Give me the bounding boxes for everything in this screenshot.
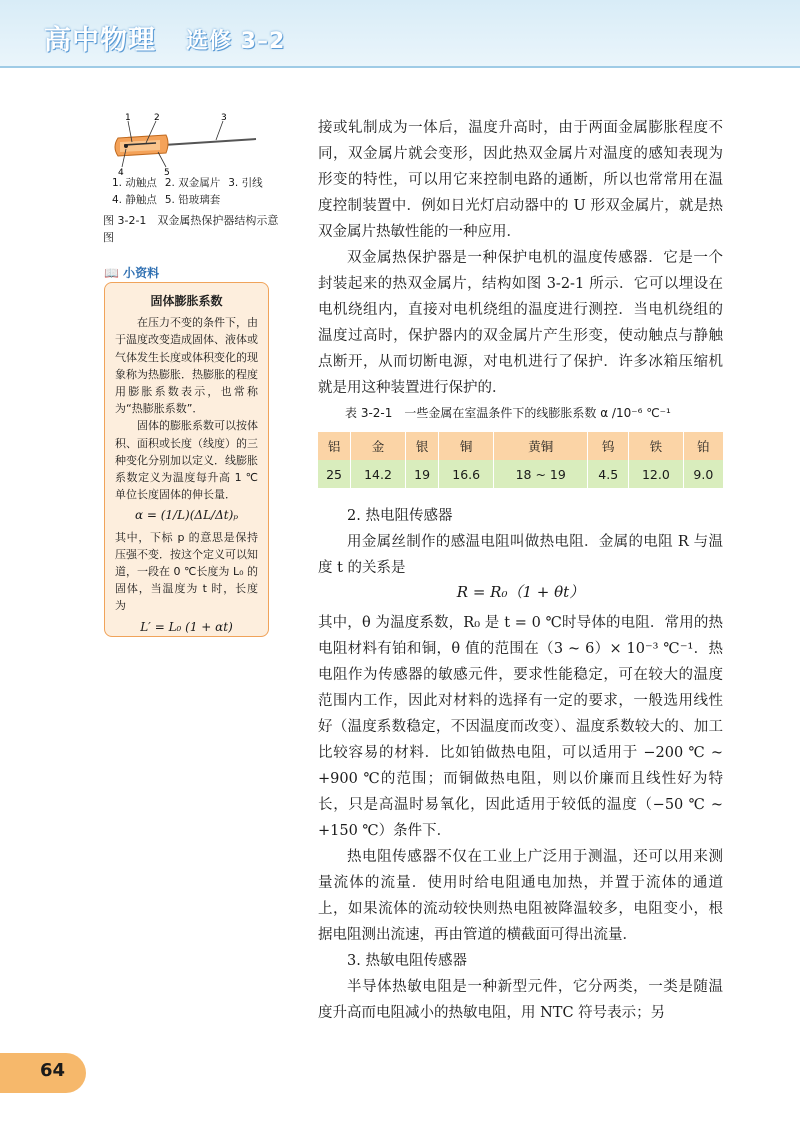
figure-caption: 图 3-2-1 双金属热保护器结构示意图 (103, 214, 279, 244)
table-header-cell: 金 (351, 432, 406, 460)
table-cell: 9.0 (683, 460, 723, 488)
thermal-protector-diagram (108, 112, 258, 177)
page-header (0, 0, 800, 66)
table-header-cell: 铜 (439, 432, 494, 460)
table-cell: 14.2 (351, 460, 406, 488)
info-box (104, 282, 269, 637)
legend-item: 4. 静触点 (112, 194, 157, 206)
page-number: 64 (40, 1060, 66, 1081)
info-formula-length: L′ = L₀ (1 + αt) (140, 619, 233, 634)
main-paragraph: 其中，θ 为温度系数，R₀ 是 t = 0 ℃时导体的电阻．常用的热电阻材料有铂和铜，θ 值的范围在（3 ~ 6）× 10⁻³ ℃⁻¹．热电阻作为传感器的敏感元件，要求性能稳定，可在较大的温度范围内工作，因此对材料的选择有一定的要求，一般选用线性好（温度系数稳定，不因温度而改变）、温度系数较大的、加工比较容易的材料．比如铂做热电阻，可以适用于 −200 ℃ ~ +900 ℃的范围；而铜做热电阻，则以价廉而且线性好为特长，只是高温时易氧化，因此适用于较低的温度（−50 ℃ ~ +150 ℃）条件下． (318, 615, 723, 839)
table-cell: 4.5 (588, 460, 629, 488)
table-header-cell: 钨 (588, 432, 629, 460)
book-title: 高中物理 (44, 25, 156, 56)
fig-label-5: 5 (164, 168, 170, 177)
info-paragraph: 其中，下标 p 的意思是保持压强不变．按这个定义可以知道，一段在 0 ℃长度为 L₀ 的固体，当温度为 t 时，长度为 (115, 530, 258, 613)
header-divider (0, 66, 800, 68)
sidebar-section-text: 小资料 (123, 266, 160, 280)
main-paragraph: 双金属热保护器是一种保护电机的温度传感器．它是一个封装起来的热双金属片，结构如图 3-2-1 所示．它可以埋设在电机绕组内，直接对电机绕组的温度进行测控．当电机绕组的温度过高时，保护器内的双金属片产生形变，使动触点与静触点断开，从而切断电源，对电机进行了保护．许多冰箱压缩机就是用这种装置进行保护的． (318, 250, 723, 396)
main-text-block-2 (318, 503, 723, 581)
table-cell: 12.0 (629, 460, 684, 488)
fig-label-4: 4 (118, 168, 124, 177)
main-paragraph: 用金属丝制作的感温电阻叫做热电阻．金属的电阻 R 与温度 t 的关系是 (318, 534, 723, 576)
book-subtitle: 选修 3–2 (186, 29, 286, 54)
table-cell: 19 (405, 460, 439, 488)
table-header-cell: 铂 (683, 432, 723, 460)
book-icon: 📖 (104, 266, 119, 280)
table-cell: 25 (318, 460, 351, 488)
info-formula-alpha: α = (1/L)(ΔL/Δt)ₚ (134, 508, 239, 523)
table-header-cell: 黄铜 (494, 432, 588, 460)
legend-item: 1. 动触点 (112, 177, 157, 189)
legend-item: 2. 双金属片 (164, 177, 221, 189)
table-header-cell: 铁 (629, 432, 684, 460)
fig-label-3: 3 (221, 113, 227, 123)
section-heading: 2. 热电阻传感器 (347, 508, 453, 524)
info-title: 固体膨胀系数 (150, 294, 223, 308)
expansion-table (318, 432, 723, 488)
figure-legend (112, 175, 292, 209)
table-cell: 18 ~ 19 (494, 460, 588, 488)
main-paragraph: 热电阻传感器不仅在工业上广泛用于测温，还可以用来测量流体的流量．使用时给电阻通电加热，并置于流体的通道上，如果流体的流动较快则热电阻被降温较多，电阻变小，根据电阻测出流速，再由管道的横截面可得出流量． (318, 849, 723, 943)
legend-item: 5. 铅玻璃套 (164, 194, 221, 206)
section-heading: 3. 热敏电阻传感器 (347, 953, 467, 969)
table-header-cell: 铝 (318, 432, 351, 460)
legend-item: 3. 引线 (228, 177, 263, 189)
main-text-block-1 (318, 115, 723, 401)
main-text-block-3 (318, 610, 723, 1026)
info-paragraph: 在压力不变的条件下，由于温度改变造成固体、液体或气体发生长度或体积变化的现象称为热膨胀．热膨胀的程度用膨胀系数表示，也常称为“热膨胀系数”． (115, 316, 258, 416)
main-paragraph: 接或轧制成为一体后，温度升高时，由于两面金属膨胀程度不同，双金属片就会变形，因此热双金属片对温度的感知表现为形变的特性，可以用它来控制电路的通断，所以也常常用在温度控制装置中．例如日光灯启动器中的 U 形双金属片，就是热双金属片热敏性能的一种应用． (318, 120, 723, 240)
info-paragraph: 固体的膨胀系数可以按体积、面积或长度（线度）的三种变化分别加以定义．线膨胀系数定义为温度每升高 1 ℃单位长度固体的伸长量． (115, 419, 258, 502)
resistance-formula: R = R₀（1 + θt） (456, 583, 585, 601)
table-caption: 表 3-2-1 一些金属在室温条件下的线膨胀系数 α /10⁻⁶ ℃⁻¹ (345, 406, 671, 420)
table-row (318, 460, 723, 488)
main-paragraph: 半导体热敏电阻是一种新型元件，它分两类，一类是随温度升高而电阻减小的热敏电阻，用 NTC 符号表示；另 (318, 979, 723, 1021)
table-cell: 16.6 (439, 460, 494, 488)
table-header-cell: 银 (405, 432, 439, 460)
table-header-row (318, 432, 723, 460)
fig-label-1: 1 (125, 113, 131, 123)
fig-label-2: 2 (154, 113, 160, 123)
sidebar-section-label (104, 264, 159, 281)
